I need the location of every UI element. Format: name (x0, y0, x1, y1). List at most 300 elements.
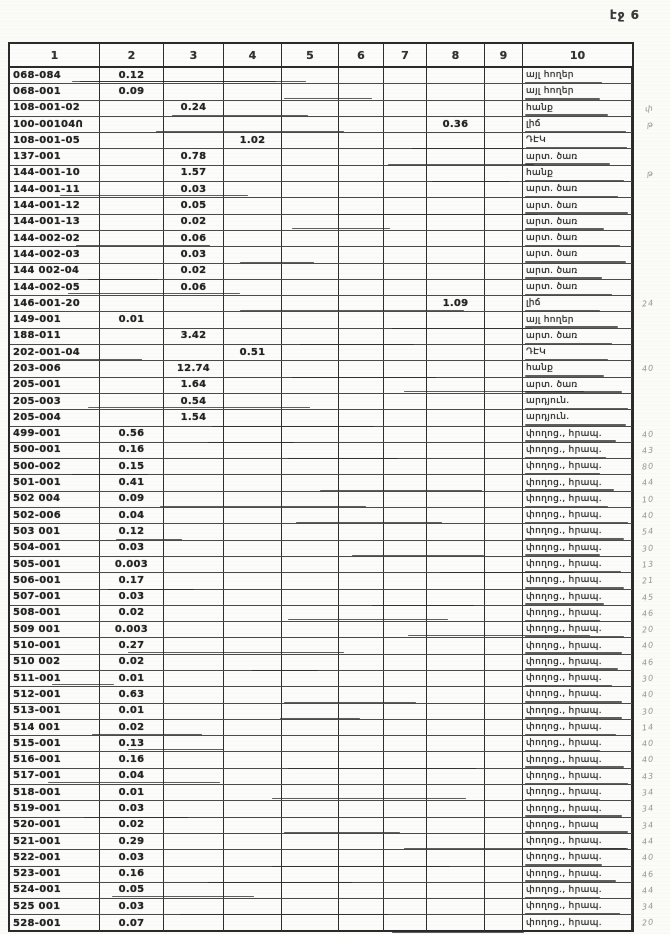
area-value-cell (384, 329, 427, 344)
area-value-cell (339, 801, 384, 816)
area-value-cell: 0.03 (100, 541, 164, 556)
area-value-cell (427, 785, 485, 800)
area-value-cell (485, 834, 523, 849)
handwritten-margin-mark: փ (644, 103, 655, 114)
parcel-code-cell: 517-001 (10, 769, 100, 784)
area-value-cell (485, 296, 523, 311)
area-value-cell (224, 655, 282, 670)
parcel-code-cell: 202-001-04 (10, 345, 100, 360)
area-value-cell (339, 296, 384, 311)
land-use-cell: փողոց., հրապ. (523, 427, 632, 442)
parcel-code-cell: 149-001 (10, 312, 100, 327)
parcel-code-cell: 525 001 (10, 899, 100, 914)
area-value-cell (164, 867, 224, 882)
area-value-cell: 0.04 (100, 508, 164, 523)
table-row (10, 198, 632, 214)
area-value-cell (282, 508, 339, 523)
land-use-cell: այլ հողեր (523, 68, 632, 83)
area-value-cell (282, 720, 339, 735)
area-value-cell: 0.07 (100, 915, 164, 931)
area-value-cell (224, 459, 282, 474)
area-value-cell (224, 541, 282, 556)
table-row (10, 149, 632, 165)
column-header: 9 (485, 44, 523, 66)
area-value-cell (485, 198, 523, 213)
table-row (10, 247, 632, 263)
land-use-cell: փողոց., հրապ. (523, 704, 632, 719)
area-value-cell (224, 915, 282, 931)
area-value-cell: 0.29 (100, 834, 164, 849)
area-value-cell (339, 850, 384, 865)
area-value-cell (384, 899, 427, 914)
area-value-cell (339, 247, 384, 262)
parcel-code-cell: 510 002 (10, 655, 100, 670)
area-value-cell: 1.09 (427, 296, 485, 311)
handwritten-margin-mark: 20 (641, 624, 655, 635)
parcel-code-cell: 203-006 (10, 361, 100, 376)
area-value-cell (427, 149, 485, 164)
area-value-cell (282, 166, 339, 181)
handwritten-margin-mark: 30 (641, 705, 655, 717)
area-value-cell: 0.09 (100, 492, 164, 507)
area-value-cell (427, 394, 485, 409)
area-value-cell (427, 459, 485, 474)
land-use-cell: արտ. ծառ (523, 280, 632, 295)
area-value-cell (282, 378, 339, 393)
area-value-cell (100, 296, 164, 311)
area-value-cell (224, 850, 282, 865)
area-value-cell (485, 801, 523, 816)
parcel-code-cell: 499-001 (10, 427, 100, 442)
land-use-cell: փողոց., հրապ. (523, 492, 632, 507)
table-row (10, 133, 632, 149)
area-value-cell (282, 687, 339, 702)
area-value-cell (224, 84, 282, 99)
area-value-cell: 0.04 (100, 769, 164, 784)
area-value-cell (224, 492, 282, 507)
area-value-cell (384, 524, 427, 539)
area-value-cell (485, 84, 523, 99)
land-use-cell: այլ հողեր (523, 312, 632, 327)
area-value-cell (282, 769, 339, 784)
table-row (10, 410, 632, 426)
parcel-code-cell: 501-001 (10, 475, 100, 490)
area-value-cell (164, 557, 224, 572)
parcel-code-cell: 514 001 (10, 720, 100, 735)
area-value-cell (384, 475, 427, 490)
parcel-code-cell: 205-001 (10, 378, 100, 393)
area-value-cell: 1.54 (164, 410, 224, 425)
area-value-cell (339, 443, 384, 458)
area-value-cell: 0.24 (164, 101, 224, 116)
area-value-cell (282, 915, 339, 931)
area-value-cell (485, 394, 523, 409)
handwritten-margin-mark: 34 (641, 787, 655, 798)
area-value-cell: 0.03 (100, 850, 164, 865)
table-row (10, 215, 632, 231)
area-value-cell (282, 590, 339, 605)
land-use-cell: փողոց., հրապ. (523, 508, 632, 523)
area-value-cell (164, 850, 224, 865)
area-value-cell (485, 427, 523, 442)
area-value-cell (224, 443, 282, 458)
area-value-cell (427, 264, 485, 279)
land-use-cell: հանք (523, 361, 632, 376)
area-value-cell: 0.16 (100, 752, 164, 767)
table-row (10, 508, 655, 524)
area-value-cell (164, 508, 224, 523)
table-row (10, 818, 655, 834)
area-value-cell: 0.02 (164, 264, 224, 279)
area-value-cell (384, 427, 427, 442)
area-value-cell (282, 704, 339, 719)
area-value-cell (427, 312, 485, 327)
area-value-cell: 0.06 (164, 280, 224, 295)
area-value-cell (427, 687, 485, 702)
area-value-cell (224, 247, 282, 262)
parcel-code-cell: 188-011 (10, 329, 100, 344)
area-value-cell (427, 590, 485, 605)
area-value-cell (282, 541, 339, 556)
area-value-cell (282, 638, 339, 653)
area-value-cell (282, 785, 339, 800)
area-value-cell (384, 264, 427, 279)
area-value-cell (384, 394, 427, 409)
area-value-cell (384, 622, 427, 637)
area-value-cell (384, 312, 427, 327)
area-value-cell (427, 182, 485, 197)
area-value-cell: 0.03 (164, 182, 224, 197)
area-value-cell (100, 101, 164, 116)
table-row (10, 101, 655, 117)
area-value-cell (339, 329, 384, 344)
area-value-cell (384, 296, 427, 311)
land-use-cell: փողոց., հրապ. (523, 801, 632, 816)
handwritten-margin-mark: 40 (641, 428, 655, 440)
area-value-cell (339, 182, 384, 197)
area-value-cell (282, 883, 339, 898)
area-value-cell (224, 117, 282, 132)
parcel-code-cell: 205-003 (10, 394, 100, 409)
area-value-cell (164, 834, 224, 849)
area-value-cell (485, 769, 523, 784)
parcel-code-cell: 500-001 (10, 443, 100, 458)
area-value-cell (282, 850, 339, 865)
area-value-cell (224, 704, 282, 719)
area-value-cell: 0.02 (100, 818, 164, 833)
parcel-code-cell: 068-084 (10, 68, 100, 83)
area-value-cell (282, 573, 339, 588)
area-value-cell: 0.02 (100, 606, 164, 621)
table-row (10, 345, 632, 361)
scan-streak-artifact (392, 932, 524, 933)
area-value-cell (224, 752, 282, 767)
table-row (10, 541, 655, 557)
parcel-code-cell: 500-002 (10, 459, 100, 474)
area-value-cell: 0.13 (100, 736, 164, 751)
area-value-cell (339, 899, 384, 914)
parcel-code-cell: 528-001 (10, 915, 100, 931)
area-value-cell (485, 345, 523, 360)
area-value-cell (384, 541, 427, 556)
land-use-cell: փողոց., հրապ. (523, 785, 632, 800)
area-value-cell (100, 231, 164, 246)
area-value-cell (164, 312, 224, 327)
land-use-cell: փողոց., հրապ. (523, 622, 632, 637)
area-value-cell: 0.01 (100, 671, 164, 686)
area-value-cell (384, 638, 427, 653)
area-value-cell (485, 459, 523, 474)
parcel-code-cell: 144 002-04 (10, 264, 100, 279)
handwritten-margin-mark: 46 (641, 657, 655, 668)
area-value-cell (224, 622, 282, 637)
area-value-cell (100, 361, 164, 376)
area-value-cell: 0.16 (100, 867, 164, 882)
land-use-cell: փողոց., հրապ. (523, 736, 632, 751)
area-value-cell (427, 198, 485, 213)
area-value-cell (339, 606, 384, 621)
handwritten-margin-mark: 40 (641, 689, 655, 700)
area-value-cell (100, 378, 164, 393)
area-value-cell: 0.003 (100, 557, 164, 572)
area-value-cell (282, 655, 339, 670)
table-row (10, 606, 655, 622)
handwritten-margin-mark: 44 (641, 885, 655, 896)
area-value-cell (282, 182, 339, 197)
area-value-cell (427, 557, 485, 572)
area-value-cell: 1.02 (224, 133, 282, 148)
area-value-cell (485, 704, 523, 719)
area-value-cell (164, 524, 224, 539)
area-value-cell (164, 769, 224, 784)
area-value-cell (427, 378, 485, 393)
area-value-cell (384, 149, 427, 164)
area-value-cell (384, 687, 427, 702)
area-value-cell (485, 915, 523, 931)
handwritten-margin-mark: 34 (641, 803, 655, 814)
area-value-cell (427, 443, 485, 458)
area-value-cell (339, 622, 384, 637)
land-use-cell: փողոց., հրապ. (523, 590, 632, 605)
area-value-cell (384, 655, 427, 670)
land-use-cell: փողոց., հրապ (523, 818, 632, 833)
area-value-cell (224, 801, 282, 816)
area-value-cell: 0.27 (100, 638, 164, 653)
land-use-cell: փողոց., հրապ. (523, 671, 632, 686)
parcel-code-cell: 504-001 (10, 541, 100, 556)
area-value-cell (282, 231, 339, 246)
land-use-cell: փողոց., հրապ. (523, 752, 632, 767)
area-value-cell (100, 394, 164, 409)
area-value-cell: 0.02 (164, 215, 224, 230)
area-value-cell: 3.42 (164, 329, 224, 344)
area-value-cell (384, 459, 427, 474)
area-value-cell (164, 68, 224, 83)
handwritten-margin-mark: 40 (641, 738, 655, 749)
parcel-code-cell: 137-001 (10, 149, 100, 164)
table-row (10, 427, 655, 443)
area-value-cell (282, 899, 339, 914)
table-row (10, 68, 632, 84)
land-use-cell: արտ. ծառ (523, 182, 632, 197)
area-value-cell (164, 687, 224, 702)
parcel-code-cell: 144-002-03 (10, 247, 100, 262)
handwritten-margin-mark: թ (646, 168, 655, 179)
area-value-cell (224, 883, 282, 898)
area-value-cell (164, 883, 224, 898)
area-value-cell (282, 312, 339, 327)
area-value-cell: 12.74 (164, 361, 224, 376)
land-use-cell: փողոց., հրապ. (523, 557, 632, 572)
table-row (10, 752, 655, 768)
table-row (10, 590, 655, 606)
table-row (10, 655, 655, 671)
area-value-cell: 0.78 (164, 149, 224, 164)
area-value-cell (282, 752, 339, 767)
table-row (10, 769, 655, 785)
parcel-code-cell: 520-001 (10, 818, 100, 833)
area-value-cell (339, 101, 384, 116)
area-value-cell (164, 818, 224, 833)
area-value-cell (282, 443, 339, 458)
area-value-cell (339, 149, 384, 164)
area-value-cell (224, 785, 282, 800)
area-value-cell (164, 638, 224, 653)
handwritten-margin-mark: 46 (641, 868, 655, 880)
area-value-cell (485, 638, 523, 653)
land-use-cell: արտ. ծառ (523, 215, 632, 230)
table-row (10, 573, 655, 589)
area-value-cell (427, 247, 485, 262)
table-row (10, 296, 655, 312)
parcel-code-cell: 503 001 (10, 524, 100, 539)
area-value-cell (384, 752, 427, 767)
area-value-cell (224, 899, 282, 914)
parcel-code-cell: 505-001 (10, 557, 100, 572)
area-value-cell (384, 590, 427, 605)
area-value-cell (339, 459, 384, 474)
area-value-cell (100, 345, 164, 360)
land-use-cell: փողոց., հրապ. (523, 834, 632, 849)
area-value-cell (100, 182, 164, 197)
area-value-cell (427, 475, 485, 490)
area-value-cell (427, 671, 485, 686)
area-value-cell (384, 84, 427, 99)
area-value-cell (485, 720, 523, 735)
area-value-cell (224, 508, 282, 523)
land-parcel-table (8, 42, 655, 932)
parcel-code-cell: 510-001 (10, 638, 100, 653)
column-header: 10 (569, 48, 586, 62)
area-value-cell (164, 541, 224, 556)
area-value-cell (339, 68, 384, 83)
table-row (10, 883, 655, 899)
land-use-cell: փողոց., հրապ. (523, 443, 632, 458)
handwritten-margin-mark: թ (646, 119, 655, 130)
parcel-code-cell: 144-001-13 (10, 215, 100, 230)
table-row (10, 117, 655, 133)
area-value-cell (282, 133, 339, 148)
area-value-cell (100, 149, 164, 164)
table-row (10, 475, 655, 491)
area-value-cell (485, 264, 523, 279)
area-value-cell (427, 101, 485, 116)
area-value-cell (282, 329, 339, 344)
area-value-cell (282, 84, 339, 99)
parcel-code-cell: 515-001 (10, 736, 100, 751)
area-value-cell (485, 622, 523, 637)
parcel-code-cell: 523-001 (10, 867, 100, 882)
area-value-cell (282, 264, 339, 279)
area-value-cell (427, 834, 485, 849)
area-value-cell (427, 818, 485, 833)
table-row (10, 492, 655, 508)
area-value-cell: 0.17 (100, 573, 164, 588)
area-value-cell (224, 166, 282, 181)
area-value-cell (485, 231, 523, 246)
area-value-cell (384, 915, 427, 931)
area-value-cell: 0.36 (427, 117, 485, 132)
area-value-cell (384, 182, 427, 197)
column-header: 5 (282, 44, 339, 66)
area-value-cell (339, 475, 384, 490)
table-row (10, 459, 655, 475)
area-value-cell (282, 459, 339, 474)
area-value-cell (224, 296, 282, 311)
area-value-cell (485, 492, 523, 507)
area-value-cell (384, 410, 427, 425)
area-value-cell (282, 736, 339, 751)
area-value-cell (485, 166, 523, 181)
area-value-cell (224, 769, 282, 784)
area-value-cell (427, 280, 485, 295)
area-value-cell (427, 638, 485, 653)
table-row (10, 899, 655, 915)
area-value-cell (164, 704, 224, 719)
land-use-cell: փողոց., հրապ. (523, 573, 632, 588)
area-value-cell (427, 736, 485, 751)
land-use-cell: փողոց., հրապ. (523, 850, 632, 865)
area-value-cell (339, 671, 384, 686)
parcel-code-cell: 144-001-12 (10, 198, 100, 213)
table-row (10, 166, 655, 182)
area-value-cell (339, 166, 384, 181)
area-value-cell (282, 117, 339, 132)
area-value-cell: 0.12 (100, 68, 164, 83)
area-value-cell (100, 329, 164, 344)
parcel-code-cell: 518-001 (10, 785, 100, 800)
area-value-cell (282, 524, 339, 539)
area-value-cell (339, 508, 384, 523)
area-value-cell (339, 704, 384, 719)
area-value-cell (384, 508, 427, 523)
handwritten-margin-mark: 13 (641, 559, 655, 570)
land-use-cell: փողոց., հրապ. (523, 475, 632, 490)
table-row (10, 736, 655, 752)
area-value-cell (282, 410, 339, 425)
land-use-cell: հանք (523, 166, 632, 181)
area-value-cell (384, 704, 427, 719)
land-use-cell: արտ. ծառ (523, 264, 632, 279)
area-value-cell: 0.01 (100, 785, 164, 800)
area-value-cell (427, 622, 485, 637)
land-use-cell: փողոց., հրապ. (523, 655, 632, 670)
area-value-cell (224, 736, 282, 751)
area-value-cell (485, 557, 523, 572)
handwritten-margin-mark: 24 (641, 298, 655, 309)
area-value-cell (339, 215, 384, 230)
area-value-cell (485, 655, 523, 670)
